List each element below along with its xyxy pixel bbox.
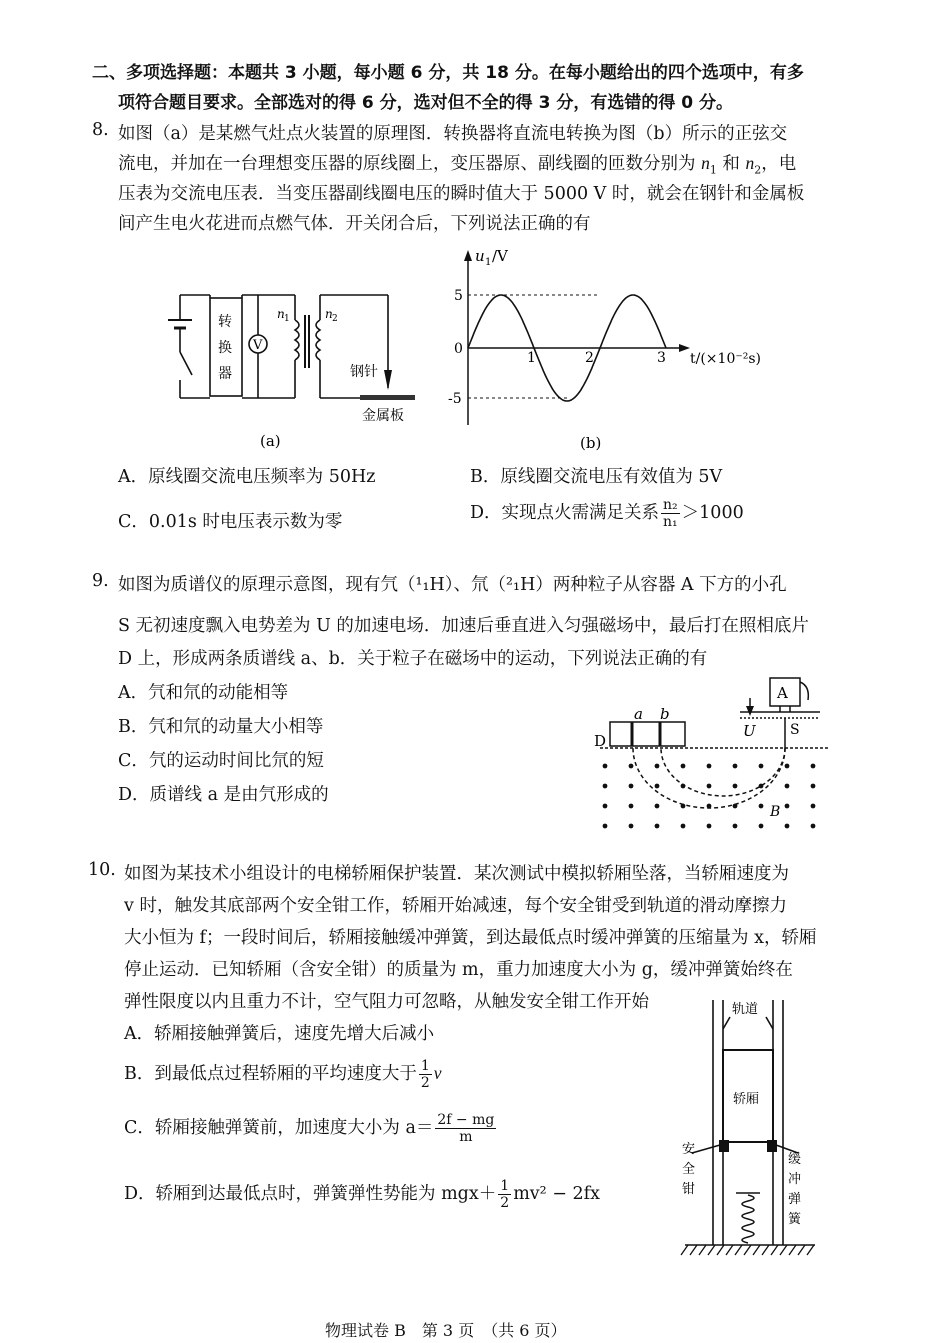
- field-dot: [603, 824, 608, 829]
- track-label: 轨道: [732, 1002, 759, 1017]
- hatch-line: [744, 1245, 751, 1255]
- hatch-line: [762, 1245, 769, 1255]
- q8-number: 8.: [92, 120, 109, 140]
- plate-label: 金属板: [362, 408, 404, 424]
- primary-n-sub: 1: [284, 314, 290, 324]
- y-tick-neg5: -5: [448, 391, 462, 407]
- field-dot: [629, 764, 634, 769]
- q9-line3: D 上，形成两条质谱线 a、b．关于粒子在磁场中的运动，下列说法正确的有: [118, 649, 708, 669]
- hatch-line: [798, 1245, 805, 1255]
- x-axis-label: t/(×10⁻²s): [690, 351, 761, 367]
- field-dot: [733, 784, 738, 789]
- y-tick-0: 0: [454, 341, 463, 357]
- field-dot: [733, 804, 738, 809]
- section-heading-line1: 二、多项选择题：本题共 3 小题，每小题 6 分，共 18 分。在每小题给出的四个选项中，有多: [92, 63, 804, 83]
- field-dot: [603, 764, 608, 769]
- y-axis-label: u: [475, 247, 485, 265]
- hatch-line: [753, 1245, 760, 1255]
- field-dot: [681, 804, 686, 809]
- page-footer: 物理试卷 B 第 3 页 （共 6 页）: [325, 1321, 567, 1340]
- elevator-figure: [670, 995, 830, 1265]
- x-tick-1: 1: [527, 350, 536, 366]
- hatch-line: [726, 1245, 733, 1255]
- hatch-line: [681, 1245, 688, 1255]
- field-dot: [655, 824, 660, 829]
- q10-option-a[interactable]: A．轿厢接触弹簧后，速度先增大后减小: [124, 1024, 435, 1044]
- x-tick-3: 3: [657, 350, 666, 366]
- field-dot: [733, 764, 738, 769]
- q10-option-c[interactable]: C．轿厢接触弹簧前，加速度大小为 a＝ $\frac{2f - mg}{m}$: [124, 1112, 495, 1146]
- field-dot: [707, 784, 712, 789]
- field-dot: [707, 804, 712, 809]
- figure-a-circuit: [160, 280, 430, 455]
- q8-option-b[interactable]: B．原线圈交流电压有效值为 5V: [470, 467, 723, 487]
- field-dot: [759, 804, 764, 809]
- field-dot: [811, 804, 816, 809]
- figure-b-caption: (b): [580, 434, 602, 452]
- field-dot: [681, 764, 686, 769]
- q9-option-a[interactable]: A．氕和氘的动能相等: [118, 683, 289, 703]
- y-tick-5: 5: [454, 288, 463, 304]
- mass-spectrometer-figure: [590, 670, 840, 835]
- section-heading-line2: 项符合题目要求。全部选对的得 6 分，选对但不全的得 3 分，有选错的得 0 分。: [118, 93, 733, 113]
- hatch-line: [699, 1245, 706, 1255]
- figure-a-caption: (a): [260, 432, 281, 450]
- q9-option-d[interactable]: D．质谱线 a 是由氕形成的: [118, 785, 329, 805]
- primary-n: n: [277, 307, 285, 321]
- q9-line1: 如图为质谱仪的原理示意图，现有氕（¹₁H）、氘（²₁H）两种粒子从容器 A 下方的小孔: [118, 575, 787, 595]
- q10-line5: 弹性限度以内且重力不计，空气阻力可忽略，从触发安全钳工作开始: [124, 992, 649, 1012]
- field-dot: [811, 764, 816, 769]
- q10-line2: v 时，触发其底部两个安全钳工作，轿厢开始减速，每个安全钳受到轨道的滑动摩擦力: [124, 896, 787, 916]
- field-dot: [707, 764, 712, 769]
- field-dot: [733, 824, 738, 829]
- q10-line3: 大小恒为 f；一段时间后，轿厢接触缓冲弹簧，到达最低点时缓冲弹簧的压缩量为 x，轿厢: [124, 928, 817, 948]
- field-dot: [785, 784, 790, 789]
- field-dot: [681, 824, 686, 829]
- converter-char-1: 转: [218, 314, 232, 330]
- converter-char-2: 换: [218, 340, 232, 356]
- y-axis-unit: /V: [492, 247, 508, 265]
- cabin-label: 轿厢: [733, 1092, 760, 1107]
- slit-label: S: [790, 722, 800, 738]
- secondary-n: n: [325, 307, 333, 321]
- spring-char-1: 缓: [788, 1152, 802, 1167]
- field-dot: [759, 784, 764, 789]
- field-dot: [707, 824, 712, 829]
- field-dot: [655, 764, 660, 769]
- q8-line4: 间产生电火花进而点燃气体．开关闭合后，下列说法正确的有: [118, 214, 591, 234]
- hatch-line: [771, 1245, 778, 1255]
- field-dot: [655, 804, 660, 809]
- q10-option-b[interactable]: B．到最低点过程轿厢的平均速度大于 $\frac{1}{2}$ v: [124, 1058, 442, 1092]
- secondary-n-sub: 2: [332, 314, 338, 324]
- hatch-line: [690, 1245, 697, 1255]
- clamp-char-1: 安: [682, 1142, 696, 1157]
- field-dot: [785, 804, 790, 809]
- hatch-line: [708, 1245, 715, 1255]
- magnetic-field-dots: [603, 764, 816, 829]
- q8-option-d[interactable]: D．实现点火需满足关系 $\frac{\text{n₂}}{\text{n₁}}$ ＞1000: [470, 497, 744, 531]
- q9-option-c[interactable]: C．氕的运动时间比氘的短: [118, 751, 324, 771]
- container-label: A: [777, 684, 788, 702]
- line-a-label: a: [634, 705, 643, 723]
- converter-char-3: 器: [218, 366, 232, 382]
- field-b-label: B: [770, 804, 781, 820]
- field-dot: [629, 784, 634, 789]
- field-dot: [785, 824, 790, 829]
- hatch-line: [717, 1245, 724, 1255]
- q10-line1: 如图为某技术小组设计的电梯轿厢保护装置．某次测试中模拟轿厢坠落，当轿厢速度为: [124, 864, 789, 884]
- hatch-line: [780, 1245, 787, 1255]
- line-b-label: b: [660, 705, 670, 723]
- field-dot: [655, 784, 660, 789]
- voltmeter-label: V: [253, 338, 263, 353]
- field-dot: [785, 764, 790, 769]
- spring-char-3: 弹: [788, 1192, 802, 1207]
- field-dot: [811, 784, 816, 789]
- field-dot: [811, 824, 816, 829]
- figure-b-graph: [440, 245, 770, 455]
- field-dot: [629, 824, 634, 829]
- y-axis-sub: 1: [485, 257, 492, 268]
- x-tick-2: 2: [585, 350, 594, 366]
- field-dot: [629, 804, 634, 809]
- clamp-char-2: 全: [682, 1162, 696, 1177]
- plate-d-label: D: [594, 732, 607, 750]
- q9-option-b[interactable]: B．氕和氘的动量大小相等: [118, 717, 324, 737]
- q8-option-a[interactable]: A．原线圈交流电压频率为 50Hz: [118, 467, 376, 487]
- hatch-line: [807, 1245, 814, 1255]
- field-dot: [759, 764, 764, 769]
- field-dot: [603, 784, 608, 789]
- needle-label: 钢针: [350, 364, 378, 380]
- field-dot: [603, 804, 608, 809]
- q8-line2: 流电，并加在一台理想变压器的原线圈上，变压器原、副线圈的匝数分别为 $n_1$ 和 $n_2$，电: [118, 153, 797, 177]
- spring-char-4: 簧: [788, 1212, 802, 1227]
- q10-option-d[interactable]: D．轿厢到达最低点时，弹簧弹性势能为 mgx＋ $\frac{1}{2}$ mv² − 2fx: [124, 1178, 600, 1212]
- spring-char-2: 冲: [788, 1172, 802, 1187]
- q10-number: 10.: [88, 860, 116, 880]
- hatch-line: [789, 1245, 796, 1255]
- ground-hatch: [681, 1245, 814, 1255]
- field-dot: [759, 824, 764, 829]
- q8-line3: 压表为交流电压表．当变压器副线圈电压的瞬时值大于 5000 V 时，就会在钢针和金属板: [118, 184, 805, 204]
- q8-line1: 如图（a）是某燃气灶点火装置的原理图．转换器将直流电转换为图（b）所示的正弦交: [118, 124, 788, 144]
- q9-number: 9.: [92, 571, 109, 591]
- q8-option-c[interactable]: C．0.01s 时电压表示数为零: [118, 512, 343, 532]
- clamp-char-3: 钳: [682, 1182, 696, 1197]
- hatch-line: [735, 1245, 742, 1255]
- field-dot: [681, 784, 686, 789]
- q9-line2: S 无初速度飘入电势差为 U 的加速电场．加速后垂直进入匀强磁场中，最后打在照相底片: [118, 616, 809, 636]
- voltage-label: U: [743, 722, 756, 740]
- q10-line4: 停止运动．已知轿厢（含安全钳）的质量为 m，重力加速度大小为 g，缓冲弹簧始终在: [124, 960, 793, 980]
